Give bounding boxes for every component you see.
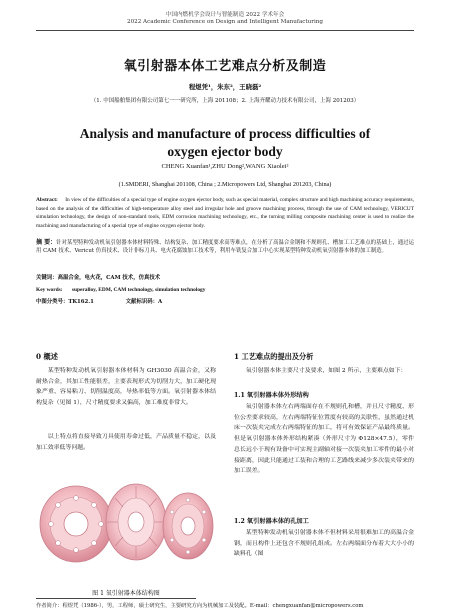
header-rule bbox=[36, 30, 414, 31]
abstract-en-label: Abstract: bbox=[36, 197, 58, 203]
keywords-en-label: Key words: bbox=[36, 287, 63, 293]
clc-value: TK162.1 bbox=[68, 299, 94, 305]
classification-line bbox=[36, 298, 414, 306]
authors-en: CHENG Xuanfan¹,ZHU Dong²,WANG Xiaolei² bbox=[161, 163, 289, 170]
keywords-cn-label: 关键词： bbox=[36, 275, 58, 281]
section-1-para-1: 氧引射器本体主要尺寸及要求，如图 2 所示，主要难点如下： bbox=[245, 368, 407, 374]
abstract-cn-label: 摘 要： bbox=[36, 239, 57, 246]
affiliation-en: (1.SMDERI, Shanghai 201108, China ; 2.Micropowers Ltd, Shanghai 201203, China) bbox=[118, 181, 332, 188]
subsection-1-1-para: 氧引射器本体左右两端面存在不规则孔和槽，并且尺寸精度、形位公差要求较高，左右两端特征位置度有较高的关联性，虽然通过机床一次装夹完成左右两端特征的加工，将可有效保证产品最终质量。但是氧引射器本体外形结构紧凑（外形尺寸为 Φ128×47.5），零件总长远小于现有设备中可实现主副轴对接一次装夹加工零件的最小对接距离，因此只能通过工装和合理的工艺路线来减少多次装夹带来的加工误差。 bbox=[234, 404, 414, 475]
clc-label: 中图分类号： bbox=[36, 299, 69, 305]
abstract-cn bbox=[36, 239, 414, 256]
doc-code-value: A bbox=[158, 299, 163, 305]
running-header-cn: 中国内燃机学会设计与智能制造 2022 学术年会 bbox=[165, 12, 285, 18]
doc-code-label: 文献标识码： bbox=[125, 299, 159, 305]
title-cn: 氧引射器本体工艺难点分析及制造 bbox=[123, 59, 327, 74]
keywords-cn-text: 高温合金，电火花，CAM 技术，仿真技术 bbox=[57, 275, 161, 281]
abstract-cn-text: 针对某型特种发动机氧引射器本体材料特殊、结构复杂、加工精度要求高等难点，在分析了高温合金钢和不规则孔、槽加工工艺难点的基础上，通过运用 CAM 技术、Vericut 仿真技术、设计非标刀具、电火花腐蚀加工技术等，利用车铣复合加工中心实现某型特种发动机氧引射器本体的加工制造。 bbox=[36, 240, 414, 255]
subsection-1-1-heading: 1.1 氧引射器本体外形结构 bbox=[234, 392, 309, 399]
abstract-en bbox=[36, 196, 414, 230]
section-0-para-2: 以上特点将直接导致刀具使用寿命过低，产品质量不稳定，以及加工效率低等问题。 bbox=[36, 434, 216, 451]
section-1-heading: 1 工艺难点的提出及分析 bbox=[234, 352, 314, 361]
subsection-1-2-heading: 1.2 氧引射器本体的孔加工 bbox=[234, 518, 309, 525]
figure-1-middle-view bbox=[106, 484, 166, 560]
title-en-line2: oxygen ejector body bbox=[167, 144, 283, 159]
abstract-en-text: In view of the difficulties of a special type of engine oxygen ejector body, such as special material, complex structure and high machining accuracy requirements, based on the analysis of the difficulties of high-temperature alloy steel and irregular hole and groove machining process, through the use of CAM technology, VERICUT simulation technology, the design of non-standard tools, EDM corrosion machining technology, etc., the turning milling composite machining center is used to realize the machining and manufacturing of a special type of engine oxygen ejector body. bbox=[36, 197, 414, 229]
section-0-para-1: 某型特种发动机氧引射器本体材料为 GH3030 高温合金，又称耐热合金，其加工性能很差，主要表现形式为切削力大，加工硬化现象严重、容易粘刀、切削温度高，导热率低等方面。氧引射器本体结构复杂（见图 1），尺寸精度要求又偏高，加工难度非常大。 bbox=[36, 368, 216, 407]
figure-1-caption: 图 1 氧引射器本体结构图 bbox=[92, 590, 160, 597]
keywords-en-text: superalloy, EDM, CAM technology, simulation technology bbox=[71, 287, 206, 293]
figure-1-right-view bbox=[163, 493, 213, 559]
keywords-cn bbox=[36, 274, 414, 282]
subsection-1-2-para: 某型特种发动机氧引射器本体不但材料采用很难加工的高温合金钢，而且构件上还包含不规则孔组成。左右两端面分布着大大小小的缺料孔（图 bbox=[234, 530, 414, 558]
affiliation-cn: （1. 中国船舶集团有限公司第七一一研究所，上海 201108；2. 上海齐耀动力技术有限公司，上海 201203） bbox=[90, 98, 360, 104]
title-en-line1: Analysis and manufacture of process difficulties of bbox=[79, 126, 371, 141]
author-footnote: 作者简介：程煜凭（1986-），男，工程师，硕士研究生，主要研究方向为机械加工及装配。E-mail：chengxuanfan@micropowers.com bbox=[36, 603, 364, 609]
authors-cn: 程煜凭¹，朱东²，王晓磊² bbox=[188, 83, 262, 91]
running-header-en: 2022 Academic Conference on Design and Intelligent Manufacturing bbox=[127, 19, 323, 25]
figure-1-left-view bbox=[40, 486, 112, 562]
keywords-en bbox=[36, 286, 414, 294]
footnote-rule bbox=[36, 598, 196, 599]
section-0-heading: 0 概述 bbox=[36, 352, 58, 361]
figure-1-ejector-body bbox=[36, 472, 216, 580]
